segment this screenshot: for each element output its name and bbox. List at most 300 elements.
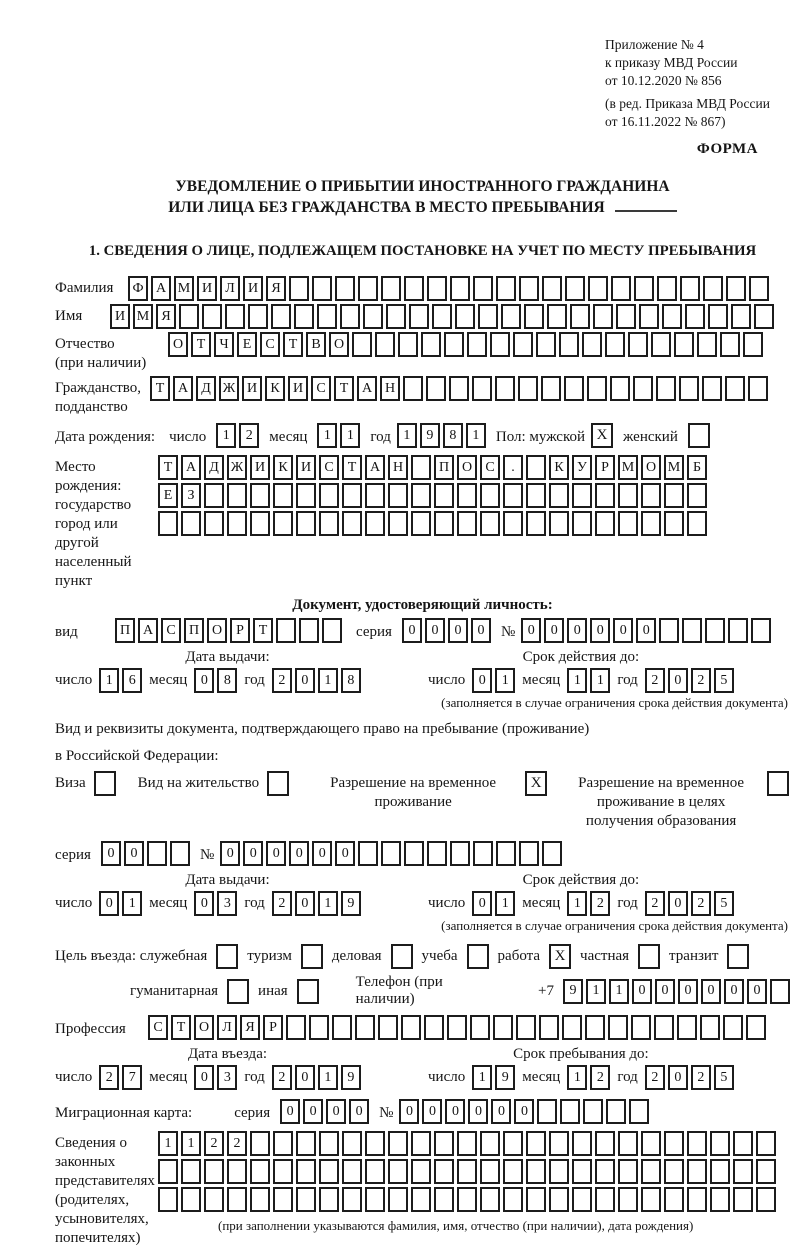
temp-residence-checkbox[interactable]: X — [525, 771, 547, 796]
char-cell[interactable]: 0 — [335, 841, 355, 866]
char-cell[interactable]: А — [151, 276, 171, 301]
char-cell[interactable] — [434, 511, 454, 536]
char-cell[interactable]: 1 — [122, 891, 142, 916]
char-cell[interactable]: И — [296, 455, 316, 480]
char-cell[interactable] — [756, 1187, 776, 1212]
char-cell[interactable] — [595, 483, 615, 508]
char-cell[interactable] — [542, 841, 562, 866]
char-cell[interactable] — [296, 483, 316, 508]
char-cell[interactable]: Ч — [214, 332, 234, 357]
char-cell[interactable] — [677, 1015, 697, 1040]
char-cell[interactable] — [355, 1015, 375, 1040]
char-cell[interactable]: А — [181, 455, 201, 480]
char-cell[interactable]: 0 — [678, 979, 698, 1004]
char-cell[interactable] — [388, 1187, 408, 1212]
char-cell[interactable]: Т — [253, 618, 273, 643]
char-cell[interactable]: В — [306, 332, 326, 357]
char-cell[interactable] — [424, 1015, 444, 1040]
char-cell[interactable]: 2 — [691, 891, 711, 916]
char-cell[interactable] — [457, 1131, 477, 1156]
char-cell[interactable]: Д — [196, 376, 216, 401]
char-cell[interactable]: И — [288, 376, 308, 401]
char-cell[interactable] — [518, 376, 538, 401]
char-cell[interactable]: Д — [204, 455, 224, 480]
char-cell[interactable] — [322, 618, 342, 643]
char-cell[interactable]: Е — [237, 332, 257, 357]
char-cell[interactable]: 0 — [471, 618, 491, 643]
purpose-work-checkbox[interactable]: X — [549, 944, 571, 969]
purpose-other-checkbox[interactable] — [297, 979, 319, 1004]
char-cell[interactable]: 0 — [445, 1099, 465, 1124]
char-cell[interactable] — [276, 618, 296, 643]
char-cell[interactable]: Ж — [219, 376, 239, 401]
char-cell[interactable] — [250, 1187, 270, 1212]
char-cell[interactable] — [250, 1131, 270, 1156]
char-cell[interactable] — [296, 1131, 316, 1156]
char-cell[interactable] — [342, 511, 362, 536]
char-cell[interactable] — [411, 1131, 431, 1156]
char-cell[interactable] — [158, 1187, 178, 1212]
char-cell[interactable]: О — [168, 332, 188, 357]
char-cell[interactable] — [271, 304, 291, 329]
char-cell[interactable] — [227, 1187, 247, 1212]
char-cell[interactable]: 0 — [724, 979, 744, 1004]
char-cell[interactable] — [526, 483, 546, 508]
char-cell[interactable] — [457, 483, 477, 508]
char-cell[interactable] — [702, 376, 722, 401]
char-cell[interactable] — [754, 304, 774, 329]
char-cell[interactable]: 1 — [609, 979, 629, 1004]
char-cell[interactable] — [447, 1015, 467, 1040]
char-cell[interactable]: 0 — [701, 979, 721, 1004]
char-cell[interactable] — [473, 841, 493, 866]
char-cell[interactable] — [388, 511, 408, 536]
char-cell[interactable]: 3 — [217, 891, 237, 916]
char-cell[interactable] — [628, 332, 648, 357]
char-cell[interactable] — [319, 483, 339, 508]
char-cell[interactable]: 2 — [204, 1131, 224, 1156]
char-cell[interactable] — [503, 1187, 523, 1212]
char-cell[interactable] — [583, 1099, 603, 1124]
char-cell[interactable] — [700, 1015, 720, 1040]
char-cell[interactable]: Т — [158, 455, 178, 480]
char-cell[interactable] — [434, 1131, 454, 1156]
char-cell[interactable] — [610, 376, 630, 401]
char-cell[interactable] — [631, 1015, 651, 1040]
char-cell[interactable]: А — [173, 376, 193, 401]
char-cell[interactable] — [595, 1131, 615, 1156]
char-cell[interactable] — [616, 304, 636, 329]
char-cell[interactable]: 5 — [714, 891, 734, 916]
char-cell[interactable]: 2 — [590, 1065, 610, 1090]
char-cell[interactable]: Я — [240, 1015, 260, 1040]
char-cell[interactable]: 0 — [303, 1099, 323, 1124]
char-cell[interactable]: У — [572, 455, 592, 480]
char-cell[interactable]: К — [265, 376, 285, 401]
char-cell[interactable] — [710, 1131, 730, 1156]
char-cell[interactable] — [381, 276, 401, 301]
char-cell[interactable] — [659, 618, 679, 643]
char-cell[interactable] — [664, 511, 684, 536]
char-cell[interactable]: 0 — [266, 841, 286, 866]
char-cell[interactable] — [273, 1187, 293, 1212]
char-cell[interactable]: 0 — [747, 979, 767, 1004]
char-cell[interactable]: О — [194, 1015, 214, 1040]
char-cell[interactable] — [703, 276, 723, 301]
char-cell[interactable]: О — [457, 455, 477, 480]
char-cell[interactable] — [728, 618, 748, 643]
char-cell[interactable] — [421, 332, 441, 357]
char-cell[interactable] — [147, 841, 167, 866]
char-cell[interactable]: 8 — [341, 668, 361, 693]
char-cell[interactable] — [731, 304, 751, 329]
char-cell[interactable]: 0 — [402, 618, 422, 643]
char-cell[interactable] — [170, 841, 190, 866]
char-cell[interactable] — [434, 1187, 454, 1212]
char-cell[interactable] — [273, 483, 293, 508]
char-cell[interactable] — [342, 1131, 362, 1156]
char-cell[interactable]: 8 — [217, 668, 237, 693]
char-cell[interactable] — [411, 455, 431, 480]
char-cell[interactable]: 0 — [468, 1099, 488, 1124]
char-cell[interactable]: 0 — [124, 841, 144, 866]
char-cell[interactable] — [526, 1131, 546, 1156]
char-cell[interactable] — [503, 511, 523, 536]
char-cell[interactable] — [386, 304, 406, 329]
char-cell[interactable] — [289, 276, 309, 301]
char-cell[interactable]: З — [181, 483, 201, 508]
char-cell[interactable]: С — [480, 455, 500, 480]
char-cell[interactable] — [705, 618, 725, 643]
char-cell[interactable] — [708, 304, 728, 329]
char-cell[interactable] — [605, 332, 625, 357]
char-cell[interactable] — [656, 376, 676, 401]
char-cell[interactable] — [618, 483, 638, 508]
char-cell[interactable] — [202, 304, 222, 329]
char-cell[interactable]: 0 — [280, 1099, 300, 1124]
char-cell[interactable] — [542, 276, 562, 301]
char-cell[interactable] — [480, 511, 500, 536]
char-cell[interactable]: К — [549, 455, 569, 480]
char-cell[interactable] — [490, 332, 510, 357]
char-cell[interactable] — [641, 1131, 661, 1156]
char-cell[interactable]: Р — [595, 455, 615, 480]
char-cell[interactable]: 1 — [317, 423, 337, 448]
char-cell[interactable]: 6 — [122, 668, 142, 693]
char-cell[interactable] — [516, 1015, 536, 1040]
char-cell[interactable]: С — [260, 332, 280, 357]
char-cell[interactable]: Т — [191, 332, 211, 357]
char-cell[interactable]: П — [115, 618, 135, 643]
char-cell[interactable]: 1 — [318, 1065, 338, 1090]
purpose-tourism-checkbox[interactable] — [301, 944, 323, 969]
char-cell[interactable] — [409, 304, 429, 329]
char-cell[interactable]: 2 — [645, 1065, 665, 1090]
purpose-study-checkbox[interactable] — [467, 944, 489, 969]
char-cell[interactable]: Т — [150, 376, 170, 401]
char-cell[interactable] — [495, 376, 515, 401]
char-cell[interactable]: 0 — [295, 1065, 315, 1090]
char-cell[interactable] — [450, 841, 470, 866]
char-cell[interactable] — [398, 332, 418, 357]
char-cell[interactable]: 0 — [349, 1099, 369, 1124]
char-cell[interactable] — [358, 276, 378, 301]
char-cell[interactable]: Т — [342, 455, 362, 480]
char-cell[interactable] — [519, 841, 539, 866]
char-cell[interactable] — [455, 304, 475, 329]
char-cell[interactable]: О — [207, 618, 227, 643]
char-cell[interactable]: 0 — [668, 891, 688, 916]
char-cell[interactable] — [427, 276, 447, 301]
char-cell[interactable] — [319, 1131, 339, 1156]
purpose-private-checkbox[interactable] — [638, 944, 660, 969]
char-cell[interactable]: 8 — [443, 423, 463, 448]
char-cell[interactable] — [585, 1015, 605, 1040]
char-cell[interactable]: Н — [388, 455, 408, 480]
char-cell[interactable]: 1 — [99, 668, 119, 693]
char-cell[interactable]: 0 — [243, 841, 263, 866]
char-cell[interactable] — [770, 979, 790, 1004]
char-cell[interactable]: 0 — [295, 891, 315, 916]
char-cell[interactable] — [720, 332, 740, 357]
char-cell[interactable]: 0 — [655, 979, 675, 1004]
purpose-official-checkbox[interactable] — [216, 944, 238, 969]
char-cell[interactable] — [526, 511, 546, 536]
char-cell[interactable] — [595, 511, 615, 536]
char-cell[interactable]: 2 — [272, 1065, 292, 1090]
char-cell[interactable] — [680, 276, 700, 301]
char-cell[interactable]: Н — [380, 376, 400, 401]
char-cell[interactable] — [496, 276, 516, 301]
char-cell[interactable] — [549, 1131, 569, 1156]
char-cell[interactable] — [733, 1131, 753, 1156]
char-cell[interactable] — [470, 1015, 490, 1040]
char-cell[interactable]: 0 — [472, 668, 492, 693]
char-cell[interactable] — [375, 332, 395, 357]
char-cell[interactable]: М — [174, 276, 194, 301]
char-cell[interactable] — [250, 511, 270, 536]
char-cell[interactable]: 2 — [272, 668, 292, 693]
char-cell[interactable] — [340, 304, 360, 329]
char-cell[interactable]: 0 — [295, 668, 315, 693]
char-cell[interactable]: 2 — [691, 1065, 711, 1090]
char-cell[interactable]: 0 — [289, 841, 309, 866]
char-cell[interactable] — [227, 511, 247, 536]
char-cell[interactable] — [572, 1187, 592, 1212]
char-cell[interactable]: 1 — [472, 1065, 492, 1090]
char-cell[interactable] — [286, 1015, 306, 1040]
char-cell[interactable] — [682, 618, 702, 643]
char-cell[interactable]: А — [357, 376, 377, 401]
char-cell[interactable]: 5 — [714, 1065, 734, 1090]
char-cell[interactable] — [725, 376, 745, 401]
char-cell[interactable] — [358, 841, 378, 866]
char-cell[interactable] — [685, 304, 705, 329]
char-cell[interactable]: 0 — [194, 668, 214, 693]
char-cell[interactable]: 0 — [636, 618, 656, 643]
char-cell[interactable] — [664, 483, 684, 508]
char-cell[interactable]: 7 — [122, 1065, 142, 1090]
char-cell[interactable]: 1 — [318, 668, 338, 693]
char-cell[interactable]: 9 — [420, 423, 440, 448]
char-cell[interactable] — [751, 618, 771, 643]
char-cell[interactable] — [572, 1131, 592, 1156]
char-cell[interactable]: Е — [158, 483, 178, 508]
char-cell[interactable]: 0 — [613, 618, 633, 643]
char-cell[interactable]: 1 — [158, 1131, 178, 1156]
char-cell[interactable] — [582, 332, 602, 357]
char-cell[interactable] — [296, 511, 316, 536]
char-cell[interactable]: 0 — [544, 618, 564, 643]
char-cell[interactable] — [723, 1015, 743, 1040]
char-cell[interactable] — [411, 1187, 431, 1212]
char-cell[interactable]: Р — [230, 618, 250, 643]
char-cell[interactable] — [651, 332, 671, 357]
char-cell[interactable] — [363, 304, 383, 329]
char-cell[interactable] — [679, 376, 699, 401]
char-cell[interactable] — [559, 332, 579, 357]
char-cell[interactable]: 0 — [99, 891, 119, 916]
char-cell[interactable]: 1 — [340, 423, 360, 448]
char-cell[interactable]: Т — [283, 332, 303, 357]
sex-male-checkbox[interactable]: X — [591, 423, 613, 448]
char-cell[interactable]: 9 — [341, 1065, 361, 1090]
char-cell[interactable] — [181, 511, 201, 536]
char-cell[interactable]: 1 — [318, 891, 338, 916]
char-cell[interactable] — [365, 483, 385, 508]
char-cell[interactable] — [564, 376, 584, 401]
char-cell[interactable] — [432, 304, 452, 329]
char-cell[interactable] — [654, 1015, 674, 1040]
char-cell[interactable] — [227, 483, 247, 508]
char-cell[interactable] — [312, 276, 332, 301]
char-cell[interactable]: 2 — [227, 1131, 247, 1156]
char-cell[interactable]: 0 — [521, 618, 541, 643]
char-cell[interactable]: 0 — [194, 1065, 214, 1090]
char-cell[interactable] — [641, 511, 661, 536]
char-cell[interactable]: 0 — [590, 618, 610, 643]
char-cell[interactable] — [641, 1187, 661, 1212]
char-cell[interactable] — [756, 1131, 776, 1156]
char-cell[interactable] — [365, 1131, 385, 1156]
char-cell[interactable] — [618, 511, 638, 536]
char-cell[interactable] — [480, 1131, 500, 1156]
char-cell[interactable] — [381, 841, 401, 866]
char-cell[interactable] — [434, 483, 454, 508]
char-cell[interactable] — [404, 841, 424, 866]
char-cell[interactable] — [748, 376, 768, 401]
purpose-business-checkbox[interactable] — [391, 944, 413, 969]
char-cell[interactable] — [444, 332, 464, 357]
char-cell[interactable] — [503, 1131, 523, 1156]
char-cell[interactable] — [565, 276, 585, 301]
char-cell[interactable] — [595, 1187, 615, 1212]
char-cell[interactable] — [710, 1187, 730, 1212]
char-cell[interactable]: Т — [334, 376, 354, 401]
char-cell[interactable] — [496, 841, 516, 866]
char-cell[interactable] — [296, 1187, 316, 1212]
char-cell[interactable] — [411, 511, 431, 536]
char-cell[interactable]: 9 — [563, 979, 583, 1004]
temp-residence-edu-checkbox[interactable] — [767, 771, 789, 796]
char-cell[interactable]: 9 — [495, 1065, 515, 1090]
char-cell[interactable] — [248, 304, 268, 329]
char-cell[interactable] — [526, 455, 546, 480]
residence-permit-checkbox[interactable] — [267, 771, 289, 796]
char-cell[interactable] — [536, 332, 556, 357]
char-cell[interactable] — [204, 511, 224, 536]
char-cell[interactable] — [467, 332, 487, 357]
char-cell[interactable] — [587, 376, 607, 401]
char-cell[interactable] — [519, 276, 539, 301]
char-cell[interactable] — [664, 1131, 684, 1156]
char-cell[interactable]: 0 — [425, 618, 445, 643]
char-cell[interactable] — [539, 1015, 559, 1040]
char-cell[interactable] — [411, 483, 431, 508]
char-cell[interactable] — [365, 1187, 385, 1212]
char-cell[interactable] — [664, 1187, 684, 1212]
char-cell[interactable]: 0 — [220, 841, 240, 866]
char-cell[interactable]: 2 — [645, 891, 665, 916]
char-cell[interactable] — [560, 1099, 580, 1124]
char-cell[interactable]: М — [618, 455, 638, 480]
char-cell[interactable] — [674, 332, 694, 357]
char-cell[interactable] — [562, 1015, 582, 1040]
char-cell[interactable]: 0 — [399, 1099, 419, 1124]
char-cell[interactable]: Л — [217, 1015, 237, 1040]
char-cell[interactable]: 1 — [216, 423, 236, 448]
char-cell[interactable] — [493, 1015, 513, 1040]
char-cell[interactable]: 3 — [217, 1065, 237, 1090]
char-cell[interactable] — [588, 276, 608, 301]
char-cell[interactable] — [388, 1131, 408, 1156]
char-cell[interactable]: 0 — [194, 891, 214, 916]
char-cell[interactable] — [401, 1015, 421, 1040]
char-cell[interactable] — [294, 304, 314, 329]
char-cell[interactable] — [309, 1015, 329, 1040]
char-cell[interactable]: 0 — [668, 668, 688, 693]
char-cell[interactable] — [634, 276, 654, 301]
char-cell[interactable] — [641, 483, 661, 508]
char-cell[interactable]: О — [329, 332, 349, 357]
char-cell[interactable] — [657, 276, 677, 301]
char-cell[interactable] — [549, 483, 569, 508]
char-cell[interactable]: 1 — [495, 668, 515, 693]
char-cell[interactable]: 0 — [448, 618, 468, 643]
char-cell[interactable] — [427, 841, 447, 866]
char-cell[interactable] — [204, 1187, 224, 1212]
char-cell[interactable] — [299, 618, 319, 643]
char-cell[interactable] — [250, 483, 270, 508]
char-cell[interactable] — [478, 304, 498, 329]
char-cell[interactable] — [608, 1015, 628, 1040]
char-cell[interactable] — [662, 304, 682, 329]
char-cell[interactable] — [335, 276, 355, 301]
char-cell[interactable] — [319, 511, 339, 536]
char-cell[interactable] — [606, 1099, 626, 1124]
char-cell[interactable] — [158, 511, 178, 536]
char-cell[interactable]: А — [365, 455, 385, 480]
char-cell[interactable] — [480, 1187, 500, 1212]
char-cell[interactable]: 0 — [472, 891, 492, 916]
char-cell[interactable] — [570, 304, 590, 329]
char-cell[interactable]: 2 — [239, 423, 259, 448]
char-cell[interactable] — [179, 304, 199, 329]
char-cell[interactable] — [332, 1015, 352, 1040]
char-cell[interactable] — [549, 511, 569, 536]
char-cell[interactable] — [273, 511, 293, 536]
char-cell[interactable] — [733, 1187, 753, 1212]
